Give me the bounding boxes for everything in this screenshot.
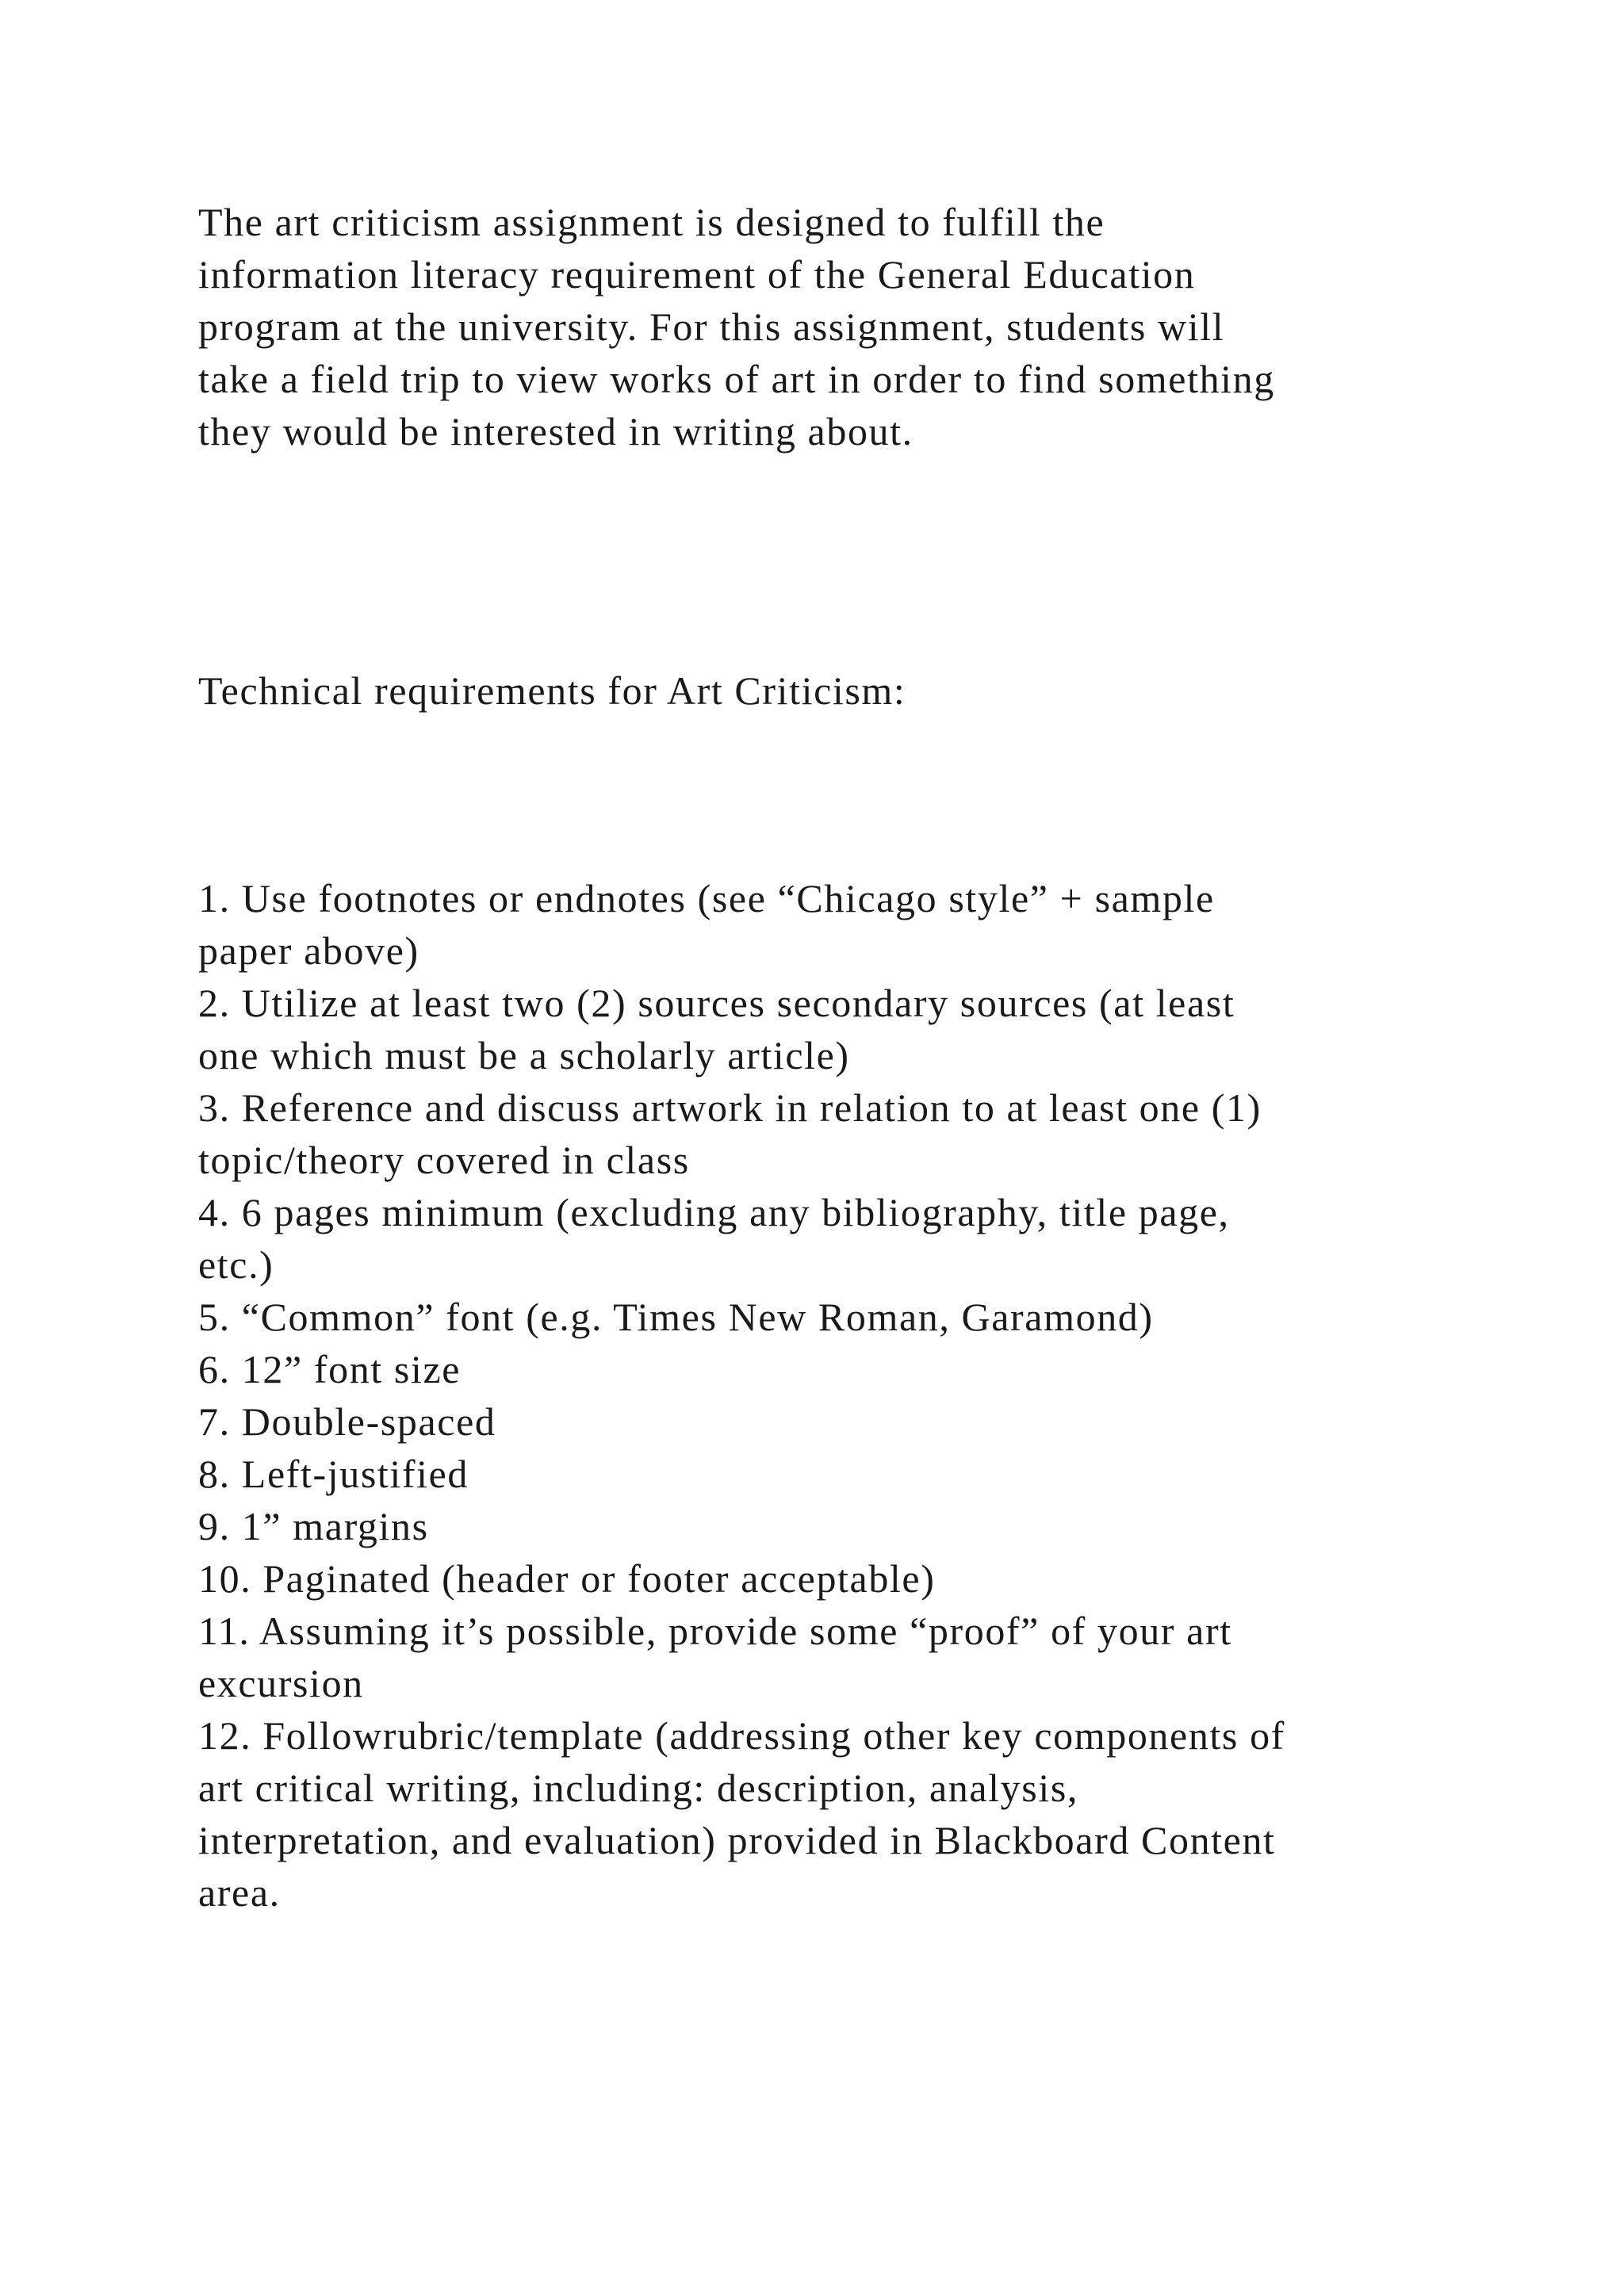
requirement-item-12: 12. Followrubric/template (addressing other key components of art critical writing, including: description, analysis, interpretation, and evaluation) provided in Blackboard Content area.	[198, 1713, 1285, 1915]
requirement-item-7: 7. Double-spaced	[198, 1399, 496, 1444]
requirement-item-1: 1. Use footnotes or endnotes (see “Chicago style” + sample paper above)	[198, 876, 1215, 973]
requirement-item-8: 8. Left-justified	[198, 1452, 469, 1496]
requirement-item-9: 9. 1” margins	[198, 1504, 429, 1548]
requirement-item-2: 2. Utilize at least two (2) sources secondary sources (at least one which must be a scholarly article)	[198, 981, 1235, 1077]
intro-paragraph: The art criticism assignment is designed to fulfill the information literacy requirement of the General Education program at the university. For this assignment, students will take a field trip to view works of art in order to find something they would be interested in writing about.	[198, 200, 1275, 453]
requirements-heading: Technical requirements for Art Criticism:	[198, 668, 906, 713]
requirement-item-11: 11. Assuming it’s possible, provide some “proof” of your art excursion	[198, 1609, 1232, 1705]
requirement-item-4: 4. 6 pages minimum (excluding any bibliography, title page, etc.)	[198, 1190, 1230, 1287]
requirement-item-5: 5. “Common” font (e.g. Times New Roman, Garamond)	[198, 1295, 1154, 1339]
requirement-item-10: 10. Paginated (header or footer acceptable)	[198, 1556, 936, 1601]
requirements-list	[198, 872, 1467, 1919]
requirement-item-3: 3. Reference and discuss artwork in relation to at least one (1) topic/theory covered in class	[198, 1085, 1262, 1182]
requirement-item-6: 6. 12” font size	[198, 1347, 462, 1391]
